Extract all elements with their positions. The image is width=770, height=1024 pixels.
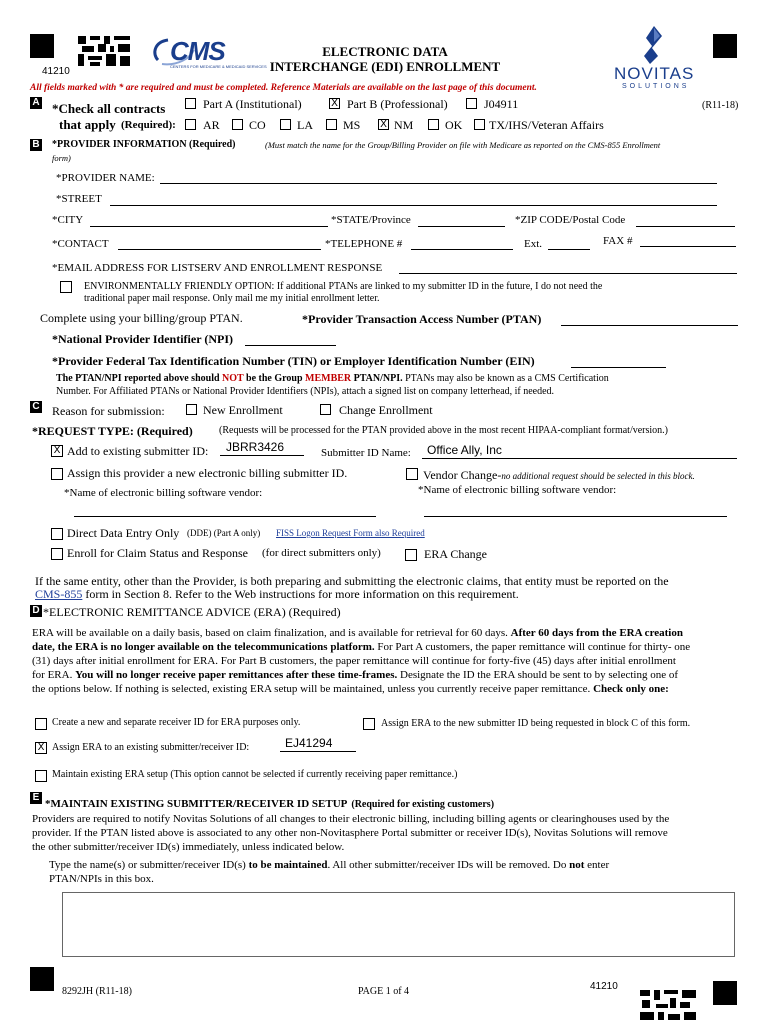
env-option-line2: traditional paper mail response. Only mail me my initial enrollment letter. [84,293,380,304]
npi-label: *National Provider Identifier (NPI) [52,332,233,346]
checkbox-co[interactable] [232,119,243,130]
section-e-title [45,794,494,812]
email-field[interactable] [399,273,737,274]
label-la: LA [297,118,313,132]
email-label: *EMAIL ADDRESS FOR LISTSERV AND ENROLLMENT RESPONSE [52,262,383,274]
state-label: *STATE/Province [331,214,411,226]
submitter-id-line [220,455,304,456]
checkbox-tx[interactable] [474,119,485,130]
label-nm: NM [394,118,414,132]
state-field[interactable] [418,226,505,227]
vendor-name-left-field[interactable] [74,516,376,517]
provider-name-field[interactable] [160,183,717,184]
vendor-change-label [423,468,695,483]
vendor-name-right-label: *Name of electronic billing software vendor: [418,484,617,496]
ptan-note-part4: PTANs may also be known as a CMS Certification [402,373,609,384]
era-p1: ERA will be available on a daily basis, based on claim finalization, and is available for retrieval for 60 days. [32,627,508,639]
form-title-line1: ELECTRONIC DATA [322,44,448,59]
ptan-note-line2: Number. For Affiliated PTANs or National Provider Identifiers (NPIs), attach a signed list on company letterhead, if needed. [56,386,555,397]
section-e-p4c: . All other submitter/receiver IDs will be removed. Do [327,859,567,871]
section-e-title-text: *MAINTAIN EXISTING SUBMITTER/RECEIVER ID SETUP [45,798,348,810]
era-assign-existing-label: Assign ERA to an existing submitter/receiver ID: [52,742,250,753]
contact-field[interactable] [118,249,321,250]
maintain-ids-textbox[interactable] [62,892,735,957]
section-e-p1: Providers are required to notify Novitas Solutions of all changes to their electronic billing, including billing agents or clearinghouses used by the [32,813,670,825]
novitas-logo-text: NOVITAS [614,64,695,83]
ptan-note-member: MEMBER [305,373,352,384]
telephone-label: *TELEPHONE # [325,238,403,250]
section-b-title: *PROVIDER INFORMATION (Required) [52,139,236,150]
era-p4-bold: You will no longer receive paper remittances after these time-frames. [75,669,398,681]
era-p1-bold: After 60 days from the ERA creation [510,627,683,639]
section-e-p4-not: not [569,859,585,871]
section-e-p4e: enter [587,859,610,871]
era-paragraph [32,626,744,696]
checkbox-claim-status[interactable] [51,548,63,560]
street-field[interactable] [110,205,717,206]
checkbox-change-enrollment[interactable] [320,404,331,415]
section-e-paragraph [32,812,744,854]
era-p5a: the options below. If nothing is selected, existing ERA setup will be maintained, unless you currently receive paper remittance. [32,683,591,695]
fiss-logon-link[interactable]: FISS Logon Request Form also Required [276,528,425,538]
claim-status-label: Enroll for Claim Status and Response [67,546,248,560]
vendor-name-left-label: *Name of electronic billing software vendor: [64,487,263,499]
section-c-marker: C [30,401,42,413]
label-ms: MS [343,118,361,132]
label-ar: AR [203,118,220,132]
checkbox-vendor-change[interactable] [406,468,418,480]
era-p2-bold: date, the ERA is no longer available on the telecommunications platform. [32,641,375,653]
required-fields-notice: All fields marked with * are required and must be completed. Reference Materials are available on the last page of this document. [30,83,537,93]
section-e-p2: provider. If the PTAN listed above is associated to any other non-Novitasphere Portal submitter or receiver ID(s), Novitas Solutions will remove [32,827,668,839]
section-e-p5: PTAN/NPIs in this box. [49,873,154,885]
cms-logo-subtitle: CENTERS FOR MEDICARE & MEDICAID SERVICES [170,64,267,69]
section-e-title-note: (Required for existing customers) [351,799,495,810]
submitter-id-name-value[interactable]: Office Ally, Inc [427,443,502,457]
section-b-note2: form) [52,153,71,163]
cms-logo-text: CMS [170,36,225,66]
request-type-note: (Requests will be processed for the PTAN provided above in the most recent HIPAA-compliant format/version.) [219,425,669,436]
label-part-b: Part B (Professional) [347,97,448,111]
label-tx: TX/IHS/Veteran Affairs [489,118,604,132]
same-entity-line1: If the same entity, other than the Provider, is both preparing and submitting the electronic claims, that entity must be reported on the [35,574,669,588]
fax-field[interactable] [640,246,736,247]
claim-status-note: (for direct submitters only) [262,547,381,559]
checkbox-era-assign-new[interactable] [363,718,375,730]
section-e-instruction [49,859,609,871]
checkbox-new-enrollment[interactable] [186,404,197,415]
section-a-label-line2: that apply [59,117,116,132]
ptan-note-not: NOT [222,373,244,384]
street-label: *STREET [56,193,102,205]
reason-label: Reason for submission: [52,404,165,418]
label-ok: OK [445,118,463,132]
ptan-note-part1: The PTAN/NPI reported above should [56,373,223,384]
checkbox-assign-new-submitter[interactable] [51,468,63,480]
label-co: CO [249,118,266,132]
section-d-title: *ELECTRONIC REMITTANCE ADVICE (ERA) (Required) [43,605,341,619]
cms-855-link[interactable]: CMS-855 [35,587,83,601]
checkbox-part-a[interactable] [185,98,196,109]
footer-form-code: 41210 [590,981,618,992]
same-entity-line2-text: form in Section 8. Refer to the Web instructions for more information on this requirement. [82,587,519,601]
era-p4c: Designate the ID the ERA should be sent to by selecting one of [397,669,679,681]
checkbox-ar[interactable] [185,119,196,130]
checkbox-nm[interactable]: X [378,119,389,130]
vendor-change-note: no additional request should be selected in this block. [501,471,695,481]
era-p5-bold: Check only one: [593,683,669,695]
era-assign-new-label: Assign ERA to the new submitter ID being requested in block C of this form. [381,718,691,729]
era-p2: For Part A customers, the paper remittance will continue for thirty- one [374,641,691,653]
dde-note: (DDE) (Part A only) [187,528,261,538]
ptan-member-note [56,373,609,384]
ext-field[interactable] [548,249,590,250]
city-label: *CITY [52,214,84,226]
ptan-field[interactable] [561,325,738,326]
era-p3: (31) days after initial enrollment for ERA. For Part B customers, the paper remittance will continue for forty-five (45) days after initial enrollment [32,655,676,667]
tin-label: *Provider Federal Tax Identification Number (TIN) or Employer Identification Number (EIN) [52,354,535,368]
section-b-note: (Must match the name for the Group/Billing Provider on file with Medicare as reported on the CMS-855 Enrollment [265,140,661,150]
npi-field[interactable] [245,345,336,346]
change-enrollment-label: Change Enrollment [339,403,433,417]
submitter-id-name-label: Submitter ID Name: [321,447,411,459]
ptan-note-part3: PTAN/NPI. [351,373,403,384]
registration-mark-bottom-right [713,981,737,1005]
dde-label: Direct Data Entry Only [67,526,180,540]
ptan-note-part2: be the Group [243,373,306,384]
vendor-change-text: Vendor Change- [423,468,502,482]
provider-name-label: *PROVIDER NAME: [56,172,155,184]
contact-label: *CONTACT [52,238,109,250]
section-e-p3: the other submitter/receiver ID(s) immediately, unless indicated below. [32,841,345,853]
section-e-p4-bold: to be maintained [248,859,328,871]
add-existing-label: Add to existing submitter ID: [67,444,209,458]
novitas-logo-subtitle: SOLUTIONS [622,83,690,90]
ext-label: Ext. [524,238,543,250]
label-j04911: J04911 [484,97,519,111]
checkbox-environmentally-friendly[interactable] [60,281,72,293]
era-create-new-label: Create a new and separate receiver ID for ERA purposes only. [52,717,301,728]
vendor-name-right-field[interactable] [424,516,727,517]
section-a-required: (Required): [121,119,176,131]
assign-new-label: Assign this provider a new electronic billing submitter ID. [67,466,348,480]
section-d-marker: D [30,605,42,617]
same-entity-line2 [35,587,519,602]
fax-label: FAX # [603,235,633,247]
zip-field[interactable] [636,226,735,227]
checkbox-j04911[interactable] [466,98,477,109]
checkbox-part-b[interactable]: X [329,98,340,109]
era-maintain-label: Maintain existing ERA setup (This option cannot be selected if currently receiving paper remittance.) [52,769,458,780]
footer-page-number: PAGE 1 of 4 [358,986,410,997]
footer-form-number: 8292JH (R11-18) [62,986,132,997]
revision-label: (R11-18) [702,100,739,111]
env-option-line1: ENVIRONMENTALLY FRIENDLY OPTION: If additional PTANs are linked to my submitter ID in the future, I do not need the [84,281,603,292]
novitas-logo-icon [640,26,666,64]
request-type-label: *REQUEST TYPE: (Required) [32,424,193,438]
checkbox-era-create-new[interactable] [35,718,47,730]
checkbox-la[interactable] [280,119,291,130]
label-part-a: Part A (Institutional) [203,97,302,111]
checkbox-era-assign-existing[interactable]: X [35,742,47,754]
complete-ptan-note: Complete using your billing/group PTAN. [40,311,243,325]
zip-label: *ZIP CODE/Postal Code [515,214,626,226]
submitter-id-name-line [422,458,737,459]
checkbox-dde[interactable] [51,528,63,540]
form-code-top: 41210 [42,66,70,77]
submitter-id-value[interactable]: JBRR3426 [226,440,285,454]
tin-field[interactable] [571,367,666,368]
checkbox-ok[interactable] [428,119,439,130]
era-existing-id-value[interactable]: EJ41294 [285,736,333,750]
ptan-label: *Provider Transaction Access Number (PTAN) [302,312,542,326]
section-e-p4a: Type the name(s) or submitter/receiver ID(s) [49,859,246,871]
checkbox-ms[interactable] [326,119,337,130]
checkbox-era-maintain[interactable] [35,770,47,782]
section-b-marker: B [30,139,42,151]
era-p4a: for ERA. [32,669,73,681]
registration-mark-bottom-left [30,967,54,991]
era-existing-id-line [280,751,356,752]
new-enrollment-label: New Enrollment [203,403,283,417]
checkbox-add-existing[interactable]: X [51,445,63,457]
era-change-label: ERA Change [424,547,487,561]
telephone-field[interactable] [411,249,513,250]
city-field[interactable] [90,226,328,227]
checkbox-era-change[interactable] [405,549,417,561]
section-a-marker: A [30,97,42,109]
section-e-marker: E [30,792,42,804]
form-title-line2: INTERCHANGE (EDI) ENROLLMENT [269,59,501,74]
section-a-label: *Check all contracts [52,101,166,116]
barcode-bottom [640,990,696,1020]
